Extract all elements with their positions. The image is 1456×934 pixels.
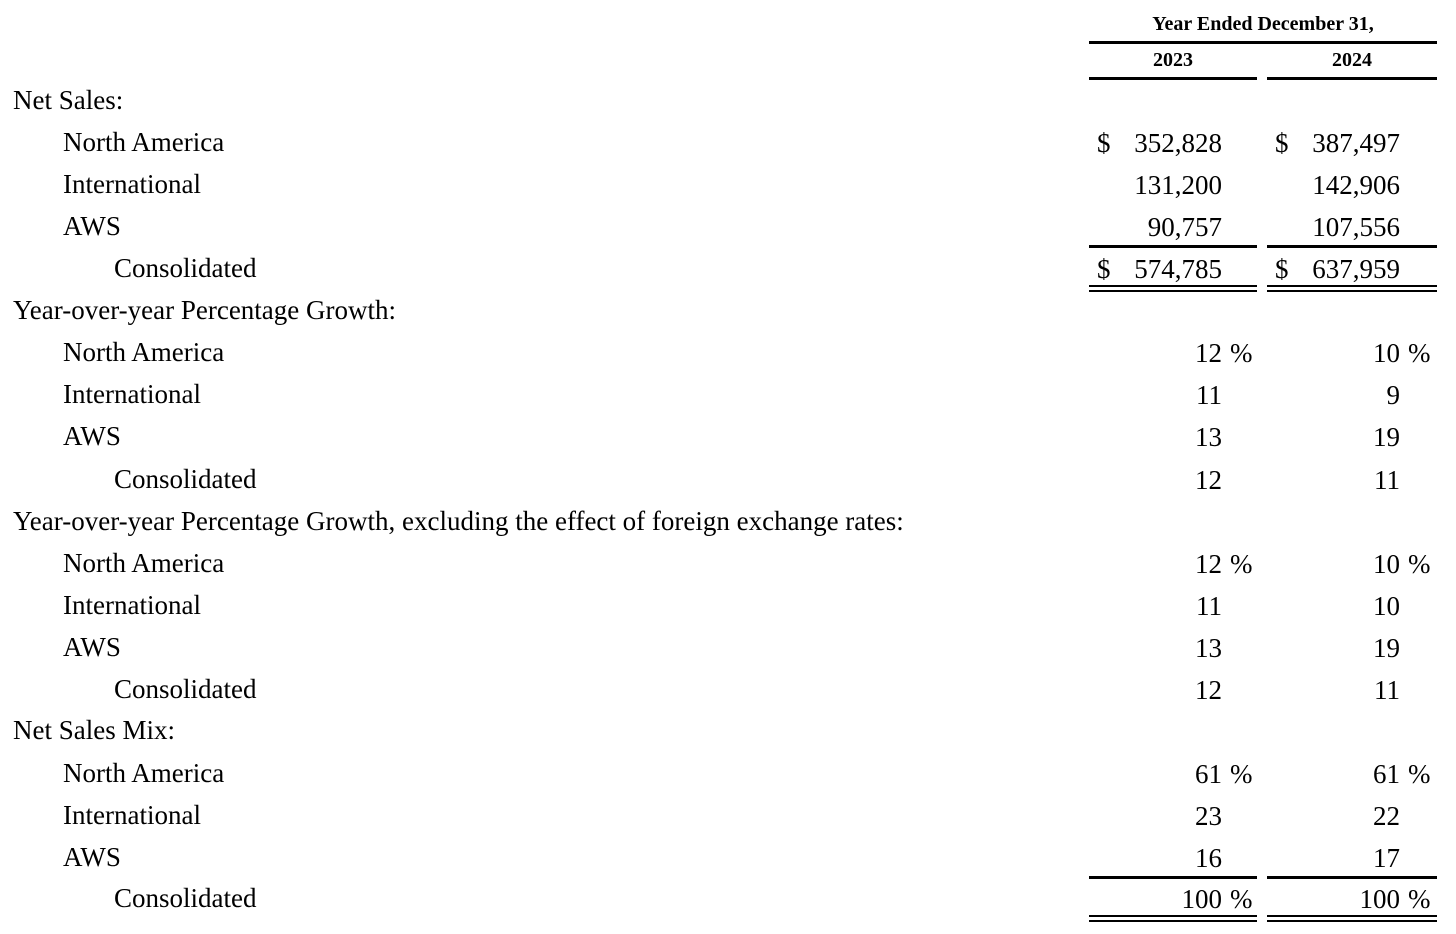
row-label: International (63, 169, 201, 199)
year-rule-2024 (1267, 77, 1437, 80)
value-2024: 100 (1359, 884, 1400, 914)
section-title-row (0, 295, 1456, 337)
percent-sign: % (1408, 884, 1431, 914)
table-row (0, 590, 1456, 632)
section-title: Year-over-year Percentage Growth, excluding the effect of foreign exchange rates: (13, 506, 904, 536)
column-group-header: Year Ended December 31, (1152, 13, 1374, 35)
value-2023: 11 (1196, 380, 1222, 410)
table-row (0, 632, 1456, 674)
value-2024: 10 (1373, 549, 1400, 579)
subtotal-rule (1089, 876, 1257, 879)
subtotal-rule (1267, 876, 1437, 879)
table-row (0, 169, 1456, 211)
row-label: Consolidated (114, 674, 257, 704)
value-2023: 574,785 (1134, 254, 1222, 284)
currency-symbol: $ (1097, 128, 1111, 158)
percent-sign: % (1230, 759, 1253, 789)
value-2024: 61 (1373, 759, 1400, 789)
table-row-total (0, 253, 1456, 295)
subtotal-rule (1089, 245, 1257, 248)
value-2023: 11 (1196, 591, 1222, 621)
section-title-row (0, 506, 1456, 548)
row-label: North America (63, 127, 225, 157)
value-2023: 61 (1195, 759, 1222, 789)
table-row-total (0, 464, 1456, 506)
total-double-rule (1089, 915, 1257, 917)
row-label: North America (63, 337, 225, 367)
total-double-rule (1089, 920, 1257, 922)
section-title-row (0, 715, 1456, 757)
percent-sign: % (1230, 338, 1253, 368)
row-label: Consolidated (114, 253, 257, 283)
value-2024: 17 (1373, 843, 1400, 873)
section-title: Net Sales Mix: (13, 715, 175, 745)
value-2024: 10 (1373, 338, 1400, 368)
row-label: International (63, 800, 201, 830)
total-double-rule (1267, 285, 1437, 287)
value-2024: 11 (1374, 465, 1400, 495)
table-row (0, 548, 1456, 590)
value-2023: 13 (1195, 422, 1222, 452)
value-2023: 16 (1195, 843, 1222, 873)
value-2024: 107,556 (1312, 212, 1400, 242)
value-2024: 19 (1373, 422, 1400, 452)
value-2024: 22 (1373, 801, 1400, 831)
section-title: Net Sales: (13, 85, 124, 115)
row-label: AWS (63, 421, 121, 451)
row-label: Consolidated (114, 883, 257, 913)
total-double-rule (1267, 920, 1437, 922)
table-row (0, 421, 1456, 463)
value-2024: 9 (1386, 380, 1400, 410)
section-title-row (0, 85, 1456, 127)
value-2023: 352,828 (1134, 128, 1222, 158)
value-2023: 12 (1195, 338, 1222, 368)
total-double-rule (1267, 915, 1437, 917)
value-2024: 637,959 (1312, 254, 1400, 284)
row-label: AWS (63, 842, 121, 872)
value-2024: 387,497 (1312, 128, 1400, 158)
section-title: Year-over-year Percentage Growth: (13, 295, 397, 325)
year-rule-2023 (1089, 77, 1257, 80)
percent-sign: % (1408, 759, 1431, 789)
value-2023: 90,757 (1147, 212, 1222, 242)
value-2023: 13 (1195, 633, 1222, 663)
value-2024: 10 (1373, 591, 1400, 621)
value-2023: 131,200 (1134, 170, 1222, 200)
table-row (0, 800, 1456, 842)
value-2023: 12 (1195, 465, 1222, 495)
value-2023: 100 (1181, 884, 1222, 914)
value-2023: 23 (1195, 801, 1222, 831)
value-2024: 11 (1374, 675, 1400, 705)
percent-sign: % (1408, 338, 1431, 368)
row-label: AWS (63, 632, 121, 662)
row-label: International (63, 379, 201, 409)
currency-symbol: $ (1275, 254, 1289, 284)
table-row (0, 127, 1456, 169)
percent-sign: % (1230, 884, 1253, 914)
total-double-rule (1089, 285, 1257, 287)
value-2024: 19 (1373, 633, 1400, 663)
value-2024: 142,906 (1312, 170, 1400, 200)
percent-sign: % (1230, 549, 1253, 579)
subtotal-rule (1267, 245, 1437, 248)
table-row-total (0, 674, 1456, 716)
total-double-rule (1267, 290, 1437, 292)
currency-symbol: $ (1275, 128, 1289, 158)
row-label: North America (63, 758, 225, 788)
total-double-rule (1089, 290, 1257, 292)
year-header-2024: 2024 (1332, 49, 1372, 71)
value-2023: 12 (1195, 549, 1222, 579)
table-row (0, 337, 1456, 379)
year-header-2023: 2023 (1153, 49, 1193, 71)
table-row (0, 379, 1456, 421)
table-row (0, 758, 1456, 800)
row-label: Consolidated (114, 464, 257, 494)
value-2023: 12 (1195, 675, 1222, 705)
percent-sign: % (1408, 549, 1431, 579)
currency-symbol: $ (1097, 254, 1111, 284)
row-label: AWS (63, 211, 121, 241)
table-row-total (0, 883, 1456, 925)
row-label: North America (63, 548, 225, 578)
row-label: International (63, 590, 201, 620)
header-rule (1089, 41, 1437, 44)
